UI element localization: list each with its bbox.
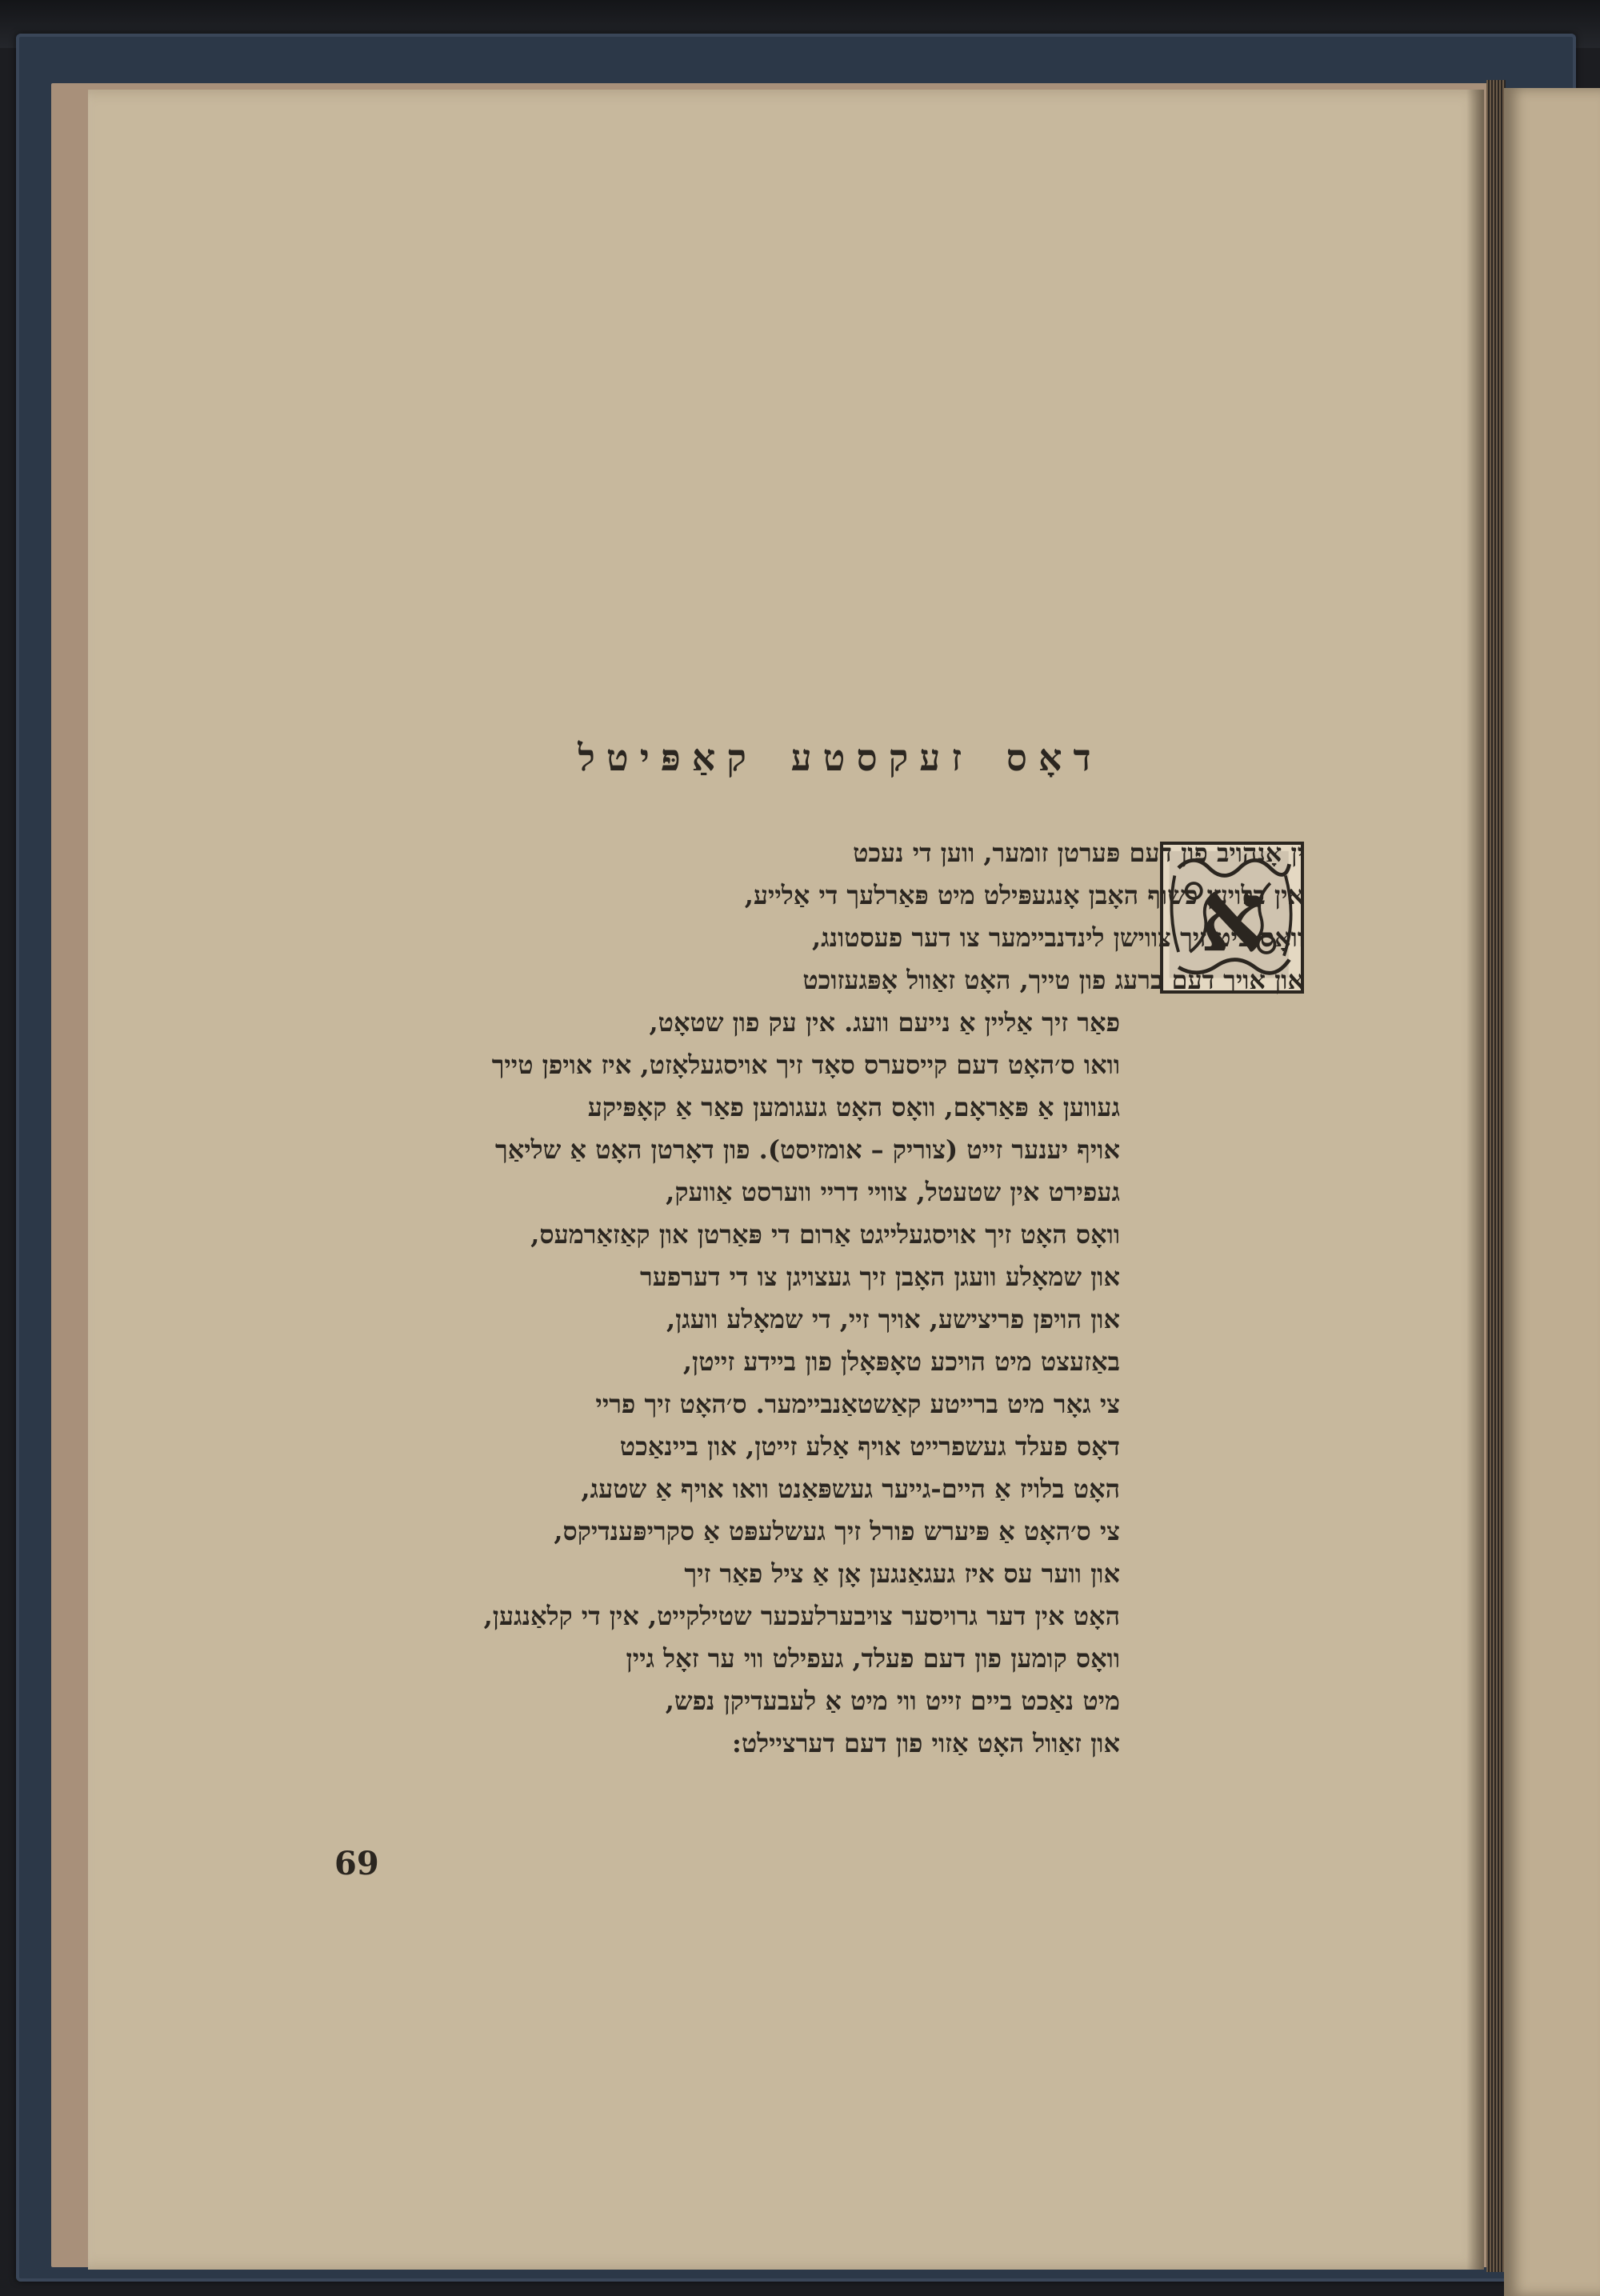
text-line: און זאַוול האָט אַזוי פון דעם דערציילט:: [732, 1728, 1120, 1758]
text-line: וואָס קומען פון דעם פעלד, געפילט ווי ער זאָל גיין: [626, 1643, 1120, 1674]
chapter-title: דאָס זעקסטע קאַפּיטל: [578, 736, 1102, 779]
text-line: אין בלויען כשוף האָבן אָנגעפּילט מיט פּאַרלעך די אַלייע,: [744, 880, 1304, 910]
text-line: וואָס האָט זיך אויסגעלייגט אַרום די פּאַרטן און קאַזאַרמעס,: [530, 1219, 1120, 1250]
text-line: געווען אַ פּאַראָם, וואָס האָט געגומען פאַר אַ קאָפּיקע: [587, 1092, 1120, 1122]
text-line: מיט נאַכט ביים זייט ווי מיט אַ לעבעדיקן נפש,: [665, 1686, 1120, 1716]
page-number: 69: [334, 1845, 379, 1882]
text-line: ין אָנהויב פון דעם פּערטן זומער, ווען די נעכט: [853, 838, 1304, 868]
text-line: און אויך דעם ברעג פון טייך, האָט זאַוול אָפּגעזוכט: [802, 965, 1304, 995]
text-line: צי גאָר מיט ברייטע קאַשטאַנביימער. ס׳האָט זיך פריי: [595, 1389, 1120, 1419]
text-line: וואו ס׳האָט דעם קייסערס סאָד זיך אויסגעלאָזט, איז אויפן טייך: [491, 1050, 1120, 1080]
text-line: און ווער עס איז געגאַנגען אָן אַ ציל פאַר זיך: [684, 1558, 1120, 1589]
text-line: באַזעצט מיט הויכע טאָפּאָלן פון ביידע זייטן,: [682, 1346, 1120, 1377]
text-line: און הויפן פריצישע, אויך זיי, די שמאָלע וועגן,: [666, 1304, 1120, 1334]
text-line: אויף יענער זייט (צוריק – אומזיסט). פון דאָרטן האָט אַ שליאַך: [494, 1134, 1120, 1165]
text-line: פאַר זיך אַליין אַ נייעם וועג. אין עק פון שטאָט,: [649, 1007, 1120, 1038]
facing-page: [1504, 88, 1600, 2296]
text-line: האָט בלויז אַ היים-גייער געשפּאַנט וואו אויף אַ שטעג,: [581, 1474, 1120, 1504]
book-spine-gutter: [1486, 80, 1506, 2272]
svg-text:א: א: [1200, 858, 1264, 975]
text-line: האָט אין דער גרויסער צויבערלעכער שטילקייט, אין די קלאַנגען,: [483, 1601, 1120, 1631]
text-line: און שמאָלע וועגן האָבן זיך געצויגן צו די דערפער: [640, 1262, 1120, 1292]
text-line: צי ס׳האָט אַ פּיערש פורל זיך געשלעפּט אַ סקריפּענדיקס,: [554, 1516, 1120, 1546]
page-gutter-shadow: [1466, 90, 1484, 2270]
text-line: געפירט אין שטעטל, צוויי דריי ווערסט אַוועק,: [666, 1177, 1120, 1207]
text-line: דאָס פעלד געשפרייט אויף אַלע זייטן, און ביינאַכט: [619, 1431, 1120, 1462]
text-line: וואָס ציט זיך צווישן לינדנביימער צו דער פעסטונג,: [811, 922, 1304, 953]
